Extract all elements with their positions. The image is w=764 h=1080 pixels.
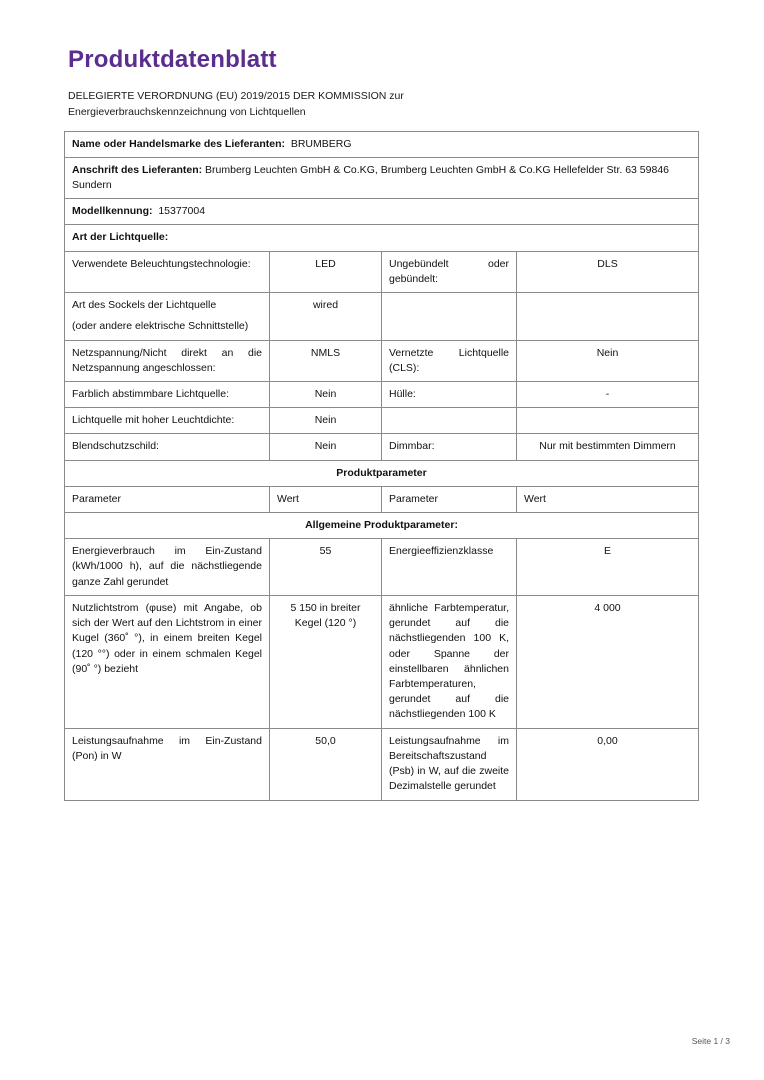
technology-label: Verwendete Beleuchtungstechnologie: — [65, 251, 270, 292]
mains-voltage-label: Netzspannung/Nicht direkt an die Netzspannung angeschlossen: — [65, 340, 270, 381]
supplier-address-cell — [65, 157, 699, 198]
model-cell — [65, 199, 699, 225]
light-source-type-label: Art der Lichtquelle: — [72, 231, 169, 244]
mains-voltage-value: NMLS — [270, 340, 382, 381]
table-row-colour-tunable — [65, 381, 699, 407]
envelope-label: Hülle: — [382, 381, 517, 407]
page-title: Produktdatenblatt — [68, 46, 277, 73]
supplier-name-cell — [65, 131, 699, 157]
high-luminance-value: Nein — [270, 408, 382, 434]
table-row-useful-luminous-flux — [65, 595, 699, 728]
general-parameters-title-text: Allgemeine Produktparameter — [305, 519, 455, 532]
table-row-general-parameters-title — [65, 513, 699, 539]
light-source-type-cell — [65, 225, 699, 251]
column-header-parameter-1: Parameter — [65, 486, 270, 512]
supplier-name-value: BRUMBERG — [290, 137, 352, 150]
table-row-model — [65, 199, 699, 225]
socket-label-continued: (oder andere elektrische Schnittstelle) — [72, 320, 249, 333]
socket-label: Art des Sockels der Lichtquelle — [72, 299, 217, 312]
product-datasheet-table — [64, 131, 699, 801]
colour-temperature-label: ähnliche Farbtemperatur, gerundet auf die nächstliegenden 100 K, oder Spanne der einstellbaren ähnlichen Farbtemperaturen, gerundet auf die nächstliegenden 100 K — [382, 595, 517, 728]
energy-class-value: E — [517, 539, 699, 596]
intro-line-1: DELEGIERTE VERORDNUNG (EU) 2019/2015 DER KOMMISSION zur — [68, 90, 404, 102]
colour-temperature-value: 4 000 — [517, 595, 699, 728]
beam-value: DLS — [517, 251, 699, 292]
useful-luminous-flux-label: Nutzlichtstrom (φuse) mit Angabe, ob sich der Wert auf den Lichtstrom in einer Kugel (360˚ °), in einem breiten Kegel (120 °°) oder in einem schmalen Kegel (90˚ °) bezieht — [65, 595, 270, 728]
socket-value: wired — [270, 293, 382, 340]
socket-empty-label — [382, 293, 517, 340]
energy-consumption-value: 55 — [270, 539, 382, 596]
power-on-mode-value: 50,0 — [270, 728, 382, 800]
energy-consumption-label: Energieverbrauch im Ein-Zustand (kWh/1000 h), auf die nächstliegende ganze Zahl gerundet — [65, 539, 270, 596]
dimmable-value: Nur mit bestimmten Dimmern — [517, 434, 699, 460]
technology-value: LED — [270, 251, 382, 292]
model-value: 15377004 — [158, 205, 206, 218]
table-row-parameter-headers — [65, 486, 699, 512]
table-row-supplier-name — [65, 131, 699, 157]
table-row-product-parameters-title — [65, 460, 699, 486]
table-row-socket — [65, 293, 699, 340]
column-header-value-1: Wert — [270, 486, 382, 512]
regulation-intro — [68, 88, 730, 121]
power-on-mode-label: Leistungsaufnahme im Ein-Zustand (Pon) in W — [65, 728, 270, 800]
supplier-address-label: Anschrift des Lieferanten: — [72, 163, 203, 176]
power-standby-label: Leistungsaufnahme im Bereitschaftszustand (Psb) in W, auf die zweite Dezimalstelle gerundet — [382, 728, 517, 800]
colour-tunable-value: Nein — [270, 381, 382, 407]
table-row-anti-glare — [65, 434, 699, 460]
socket-label-cell — [65, 293, 270, 340]
table-row-technology — [65, 251, 699, 292]
anti-glare-value: Nein — [270, 434, 382, 460]
column-header-parameter-2: Parameter — [382, 486, 517, 512]
column-header-value-2: Wert — [517, 486, 699, 512]
energy-class-label: Energieeffizienzklasse — [382, 539, 517, 596]
supplier-address-value: Brumberg Leuchten GmbH & Co.KG, Brumberg Leuchten GmbH & Co.KG Hellefelder Str. 63 59846 Sundern — [72, 163, 670, 191]
table-row-power-on-mode — [65, 728, 699, 800]
supplier-name-label: Name oder Handelsmarke des Lieferanten: — [72, 137, 285, 150]
envelope-value: - — [517, 381, 699, 407]
table-row-energy-consumption — [65, 539, 699, 596]
anti-glare-label: Blendschutzschild: — [65, 434, 270, 460]
cls-label: Vernetzte Lichtquelle (CLS): — [382, 340, 517, 381]
cls-value: Nein — [517, 340, 699, 381]
high-luminance-empty-value — [517, 408, 699, 434]
high-luminance-empty-label — [382, 408, 517, 434]
dimmable-label: Dimmbar: — [382, 434, 517, 460]
colour-tunable-label: Farblich abstimmbare Lichtquelle: — [65, 381, 270, 407]
model-label: Modellkennung: — [72, 205, 153, 218]
high-luminance-label: Lichtquelle mit hoher Leuchtdichte: — [65, 408, 270, 434]
table-row-high-luminance — [65, 408, 699, 434]
socket-empty-value — [517, 293, 699, 340]
power-standby-value: 0,00 — [517, 728, 699, 800]
general-parameters-title: Allgemeine Produktparameter: — [65, 513, 699, 539]
table-row-light-source-type-header — [65, 225, 699, 251]
table-row-mains-voltage — [65, 340, 699, 381]
useful-luminous-flux-value: 5 150 in breiter Kegel (120 °) — [270, 595, 382, 728]
table-row-supplier-address — [65, 157, 699, 198]
product-parameters-title: Produktparameter — [65, 460, 699, 486]
page-footer: Seite 1 / 3 — [691, 1036, 730, 1046]
intro-line-2: Energieverbrauchskennzeichnung von Lichtquellen — [68, 106, 306, 119]
beam-label: Ungebündelt oder gebündelt: — [382, 251, 517, 292]
